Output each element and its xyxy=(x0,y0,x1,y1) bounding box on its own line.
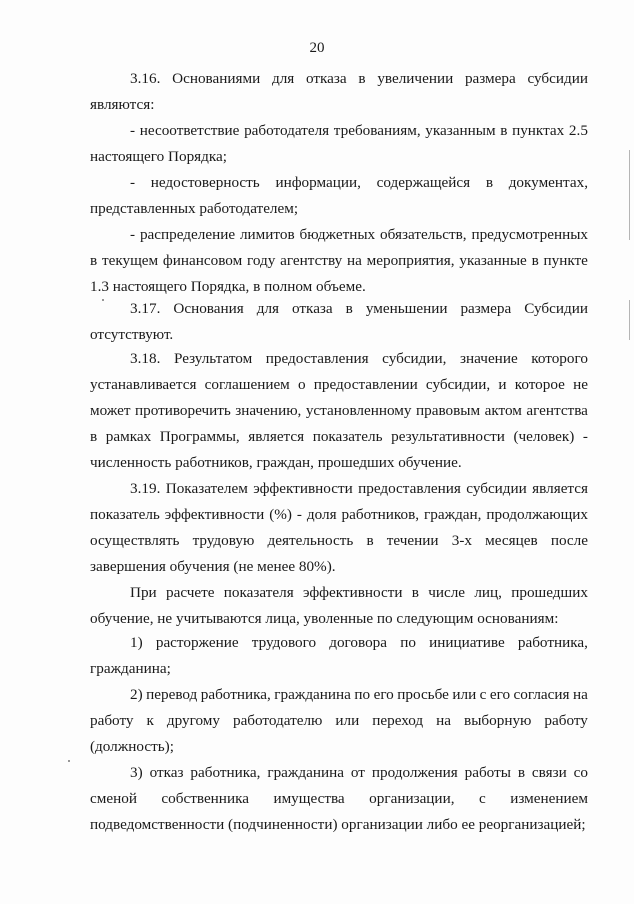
scan-edge-mark xyxy=(629,150,630,240)
text-line: 3.17. Основания для отказа в уменьшении размера Субсидии xyxy=(130,300,588,317)
text-line: показатель эффективности (%) - доля работников, граждан, продолжающих xyxy=(90,506,588,523)
text-line: 2) перевод работника, гражданина по его просьбе или с его согласия на xyxy=(130,686,588,703)
paragraph xyxy=(90,476,588,580)
text-line: устанавливается соглашением о предоставлении субсидии, и которое не xyxy=(90,376,588,393)
text-line: завершения обучения (не менее 80%). xyxy=(90,558,336,575)
paragraph xyxy=(90,66,588,118)
paragraph xyxy=(90,760,588,838)
text-line: 3.16. Основаниями для отказа в увеличении размера субсидии xyxy=(130,70,588,87)
text-line: 1.3 настоящего Порядка, в полном объеме. xyxy=(90,278,366,295)
paragraph xyxy=(90,346,588,476)
paragraph xyxy=(90,170,588,222)
text-line: (должность); xyxy=(90,738,174,755)
text-line: 3.18. Результатом предоставления субсидии, значение которого xyxy=(130,350,588,367)
text-line: подведомственности (подчиненности) организации либо ее реорганизацией; xyxy=(90,816,586,833)
text-line: - несоответствие работодателя требованиям, указанным в пунктах 2.5 xyxy=(130,122,588,139)
text-line: обучение, не учитываются лица, уволенные по следующим основаниям: xyxy=(90,610,559,627)
text-line: в рамках Программы, является показатель результативности (человек) - xyxy=(90,428,588,445)
page-number: 20 xyxy=(309,40,325,56)
text-line: в текущем финансовом году агентству на мероприятия, указанные в пункте xyxy=(90,252,588,269)
scan-speck xyxy=(102,299,104,301)
text-line: - распределение лимитов бюджетных обязательств, предусмотренных xyxy=(130,226,588,243)
scan-speck xyxy=(68,760,70,762)
text-line: представленных работодателем; xyxy=(90,200,299,217)
paragraph xyxy=(90,118,588,170)
text-line: может противоречить значению, установленному правовым актом агентства xyxy=(90,402,588,419)
text-line: численность работников, граждан, прошедших обучение. xyxy=(90,454,462,471)
paragraph xyxy=(90,222,588,300)
text-line: являются: xyxy=(90,96,155,113)
paragraph xyxy=(90,580,588,632)
text-line: работу к другому работодателю или переход на выборную работу xyxy=(90,712,588,729)
text-line: сменой собственника имущества организации, с изменением xyxy=(90,790,588,807)
text-line: 3) отказ работника, гражданина от продолжения работы в связи со xyxy=(130,764,588,781)
text-line: При расчете показателя эффективности в числе лиц, прошедших xyxy=(130,584,588,601)
paragraph xyxy=(90,682,588,760)
text-line: гражданина; xyxy=(90,660,171,677)
text-line: отсутствуют. xyxy=(90,326,174,343)
paragraph xyxy=(90,630,588,682)
text-line: настоящего Порядка; xyxy=(90,148,227,165)
text-line: 3.19. Показателем эффективности предоставления субсидии является xyxy=(130,480,588,497)
text-line: осуществлять трудовую деятельность в течении 3-х месяцев после xyxy=(90,532,588,549)
scan-edge-mark xyxy=(629,300,630,340)
text-line: 1) расторжение трудового договора по инициативе работника, xyxy=(130,634,588,651)
text-line: - недостоверность информации, содержащейся в документах, xyxy=(130,174,588,191)
paragraph xyxy=(90,296,588,348)
